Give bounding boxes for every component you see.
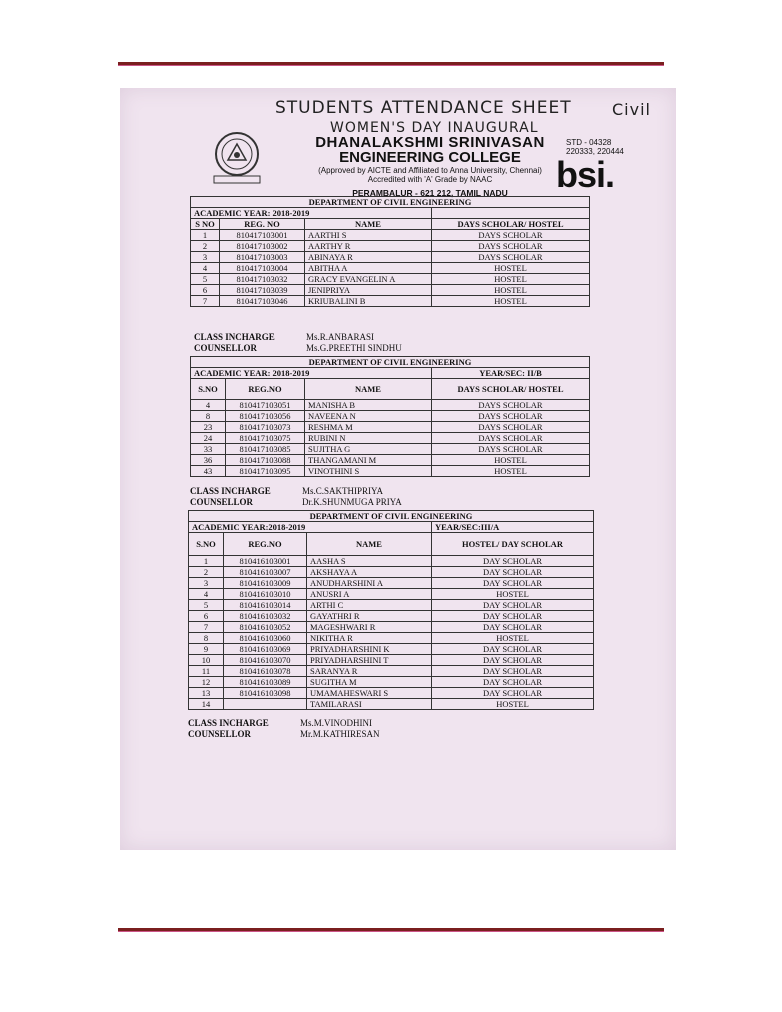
counsellor-name: Mr.M.KATHIRESAN [300,729,380,739]
cell-regno: 810417103095 [226,466,305,477]
cell-status: HOSTEL [432,296,590,307]
col-header: REG. NO [220,219,305,230]
attendance-table-3 [188,510,594,710]
counsellor-name: Dr.K.SHUNMUGA PRIYA [302,497,402,507]
table-row [189,688,594,699]
cell-name: VINOTHINI S [305,466,432,477]
col-header: S NO [191,219,220,230]
cell-regno: 810416103052 [224,622,307,633]
cell-name: ARTHI C [307,600,432,611]
cell-status: HOSTEL [432,699,594,710]
cell-status: HOSTEL [432,455,590,466]
attendance-table-1 [190,196,590,307]
cell-sno: 4 [191,263,220,274]
incharge-label: CLASS INCHARGE [194,332,275,342]
cell-regno: 810417103073 [226,422,305,433]
attendance-table-2 [190,356,590,477]
cell-sno: 36 [191,455,226,466]
cell-name: RUBINI N [305,433,432,444]
year-sec: YEAR/SEC: II/B [432,368,590,379]
college-accreditation: Accredited with 'A' Grade by NAAC [367,175,493,184]
table-row [191,455,590,466]
table-row [189,699,594,710]
table-row [191,411,590,422]
table-year-row [191,208,590,219]
cell-status: HOSTEL [432,263,590,274]
handwritten-subtitle: WOMEN'S DAY INAUGURAL [330,120,539,136]
cell-status: DAY SCHOLAR [432,567,594,578]
table-row [189,644,594,655]
cell-regno: 810416103001 [224,556,307,567]
cell-regno: 810417103051 [226,400,305,411]
table-row [189,622,594,633]
counsellor-label: COUNSELLOR [194,343,258,353]
table-row [191,285,590,296]
handwritten-title: STUDENTS ATTENDANCE SHEET [275,98,572,118]
table-row [189,589,594,600]
cell-regno: 810417103046 [220,296,305,307]
table-year-row [189,522,594,533]
cell-regno: 810416103070 [224,655,307,666]
std-line2: 220333, 220444 [566,147,624,156]
table-row [189,578,594,589]
cell-status: HOSTEL [432,274,590,285]
cell-name: ABITHA A [305,263,432,274]
cell-status: DAY SCHOLAR [432,655,594,666]
cell-sno: 3 [191,252,220,263]
cell-name: PRIYADHARSHINI T [307,655,432,666]
handwritten-civil: Civil [612,100,651,119]
cell-sno: 5 [189,600,224,611]
table-year-row [191,368,590,379]
std-line1: STD - 04328 [566,138,612,147]
college-header [280,134,580,198]
table-dept-row [191,357,590,368]
cell-regno: 810417103088 [226,455,305,466]
table-row [191,400,590,411]
department-title: DEPARTMENT OF CIVIL ENGINEERING [191,197,590,208]
cell-status: DAYS SCHOLAR [432,400,590,411]
cell-regno: 810416103014 [224,600,307,611]
col-header: REG.NO [224,533,307,556]
cell-name: ANUDHARSHINI A [307,578,432,589]
cell-status: DAY SCHOLAR [432,644,594,655]
cell-name: GAYATHRI R [307,611,432,622]
staff-block-1 [194,332,402,354]
college-name-line2: ENGINEERING COLLEGE [339,149,521,166]
cell-name: AARTHI S [305,230,432,241]
department-title: DEPARTMENT OF CIVIL ENGINEERING [191,357,590,368]
cell-regno [224,699,307,710]
cell-sno: 11 [189,666,224,677]
cell-name: GRACY EVANGELIN A [305,274,432,285]
cell-name: AARTHY R [305,241,432,252]
cell-status: DAY SCHOLAR [432,622,594,633]
col-header: NAME [305,219,432,230]
col-header: S.NO [191,379,226,400]
table-dept-row [189,511,594,522]
cell-name: TAMILARASI [307,699,432,710]
cell-status: HOSTEL [432,633,594,644]
cell-name: AKSHAYA A [307,567,432,578]
table-row [191,241,590,252]
cell-regno: 810417103003 [220,252,305,263]
cell-regno: 810417103085 [226,444,305,455]
incharge-name: Ms.R.ANBARASI [306,332,375,342]
cell-sno: 33 [191,444,226,455]
cell-sno: 2 [191,241,220,252]
cell-status: DAY SCHOLAR [432,600,594,611]
cell-status: DAYS SCHOLAR [432,230,590,241]
cell-name: THANGAMANI M [305,455,432,466]
cell-name: RESHMA M [305,422,432,433]
incharge-name: Ms.C.SAKTHIPRIYA [302,486,384,496]
cell-sno: 23 [191,422,226,433]
college-approval: (Approved by AICTE and Affiliated to Anna University, Chennai) [318,166,542,175]
table-row [191,433,590,444]
cell-regno: 810416103069 [224,644,307,655]
table-row [191,263,590,274]
cell-sno: 9 [189,644,224,655]
counsellor-name: Ms.G.PREETHI SINDHU [306,343,402,353]
cell-regno: 810416103089 [224,677,307,688]
academic-year: ACADEMIC YEAR:2018-2019 [189,522,432,533]
cell-sno: 14 [189,699,224,710]
cell-name: UMAMAHESWARI S [307,688,432,699]
cell-sno: 10 [189,655,224,666]
cell-name: SUJITHA G [305,444,432,455]
table-row [191,422,590,433]
table-row [189,666,594,677]
col-header: REG.NO [226,379,305,400]
cell-name: NIKITHA R [307,633,432,644]
table-row [189,611,594,622]
cell-name: MAGESHWARI R [307,622,432,633]
table-header-row [191,379,590,400]
cell-status: DAYS SCHOLAR [432,241,590,252]
bsi-logo: bsi. [556,154,615,195]
cell-status: DAYS SCHOLAR [432,252,590,263]
incharge-label: CLASS INCHARGE [190,486,271,496]
cell-sno: 8 [191,411,226,422]
cell-regno: 810416103032 [224,611,307,622]
cell-regno: 810417103056 [226,411,305,422]
cell-regno: 810417103004 [220,263,305,274]
cell-regno: 810417103001 [220,230,305,241]
table-header-row [191,219,590,230]
table-row [189,600,594,611]
cell-name: SARANYA R [307,666,432,677]
counsellor-label: COUNSELLOR [188,729,252,739]
cell-status: DAYS SCHOLAR [432,444,590,455]
cell-sno: 1 [191,230,220,241]
table-row [189,567,594,578]
cell-status: DAYS SCHOLAR [432,422,590,433]
table-row [191,296,590,307]
table-row [191,230,590,241]
cell-regno: 810416103078 [224,666,307,677]
college-place: PERAMBALUR - 621 212, TAMIL NADU [352,188,508,198]
cell-regno: 810417103032 [220,274,305,285]
cell-status: DAY SCHOLAR [432,611,594,622]
cell-sno: 43 [191,466,226,477]
table-header-row [189,533,594,556]
cell-sno: 24 [191,433,226,444]
staff-block-3 [188,718,380,740]
col-header: S.NO [189,533,224,556]
table-row [189,655,594,666]
cell-name: PRIYADHARSHINI K [307,644,432,655]
cell-name: MANISHA B [305,400,432,411]
table-row [189,556,594,567]
cell-sno: 7 [189,622,224,633]
cell-sno: 1 [189,556,224,567]
cell-sno: 3 [189,578,224,589]
academic-year: ACADEMIC YEAR: 2018-2019 [191,368,432,379]
cell-sno: 4 [189,589,224,600]
cell-sno: 2 [189,567,224,578]
cell-name: AASHA S [307,556,432,567]
college-name-line1: DHANALAKSHMI SRINIVASAN [315,134,545,151]
cell-regno: 810416103060 [224,633,307,644]
college-logo [200,130,274,186]
footer-rule [118,928,664,932]
cell-name: SUGITHA M [307,677,432,688]
cell-regno: 810416103010 [224,589,307,600]
cell-status: DAY SCHOLAR [432,666,594,677]
incharge-label: CLASS INCHARGE [188,718,269,728]
cell-name: JENIPRIYA [305,285,432,296]
cell-status: HOSTEL [432,466,590,477]
staff-block-2 [190,486,402,508]
cell-name: KRIUBALINI B [305,296,432,307]
cell-sno: 7 [191,296,220,307]
cell-sno: 6 [191,285,220,296]
department-title: DEPARTMENT OF CIVIL ENGINEERING [189,511,594,522]
header-rule [118,62,664,66]
col-header: NAME [305,379,432,400]
table-row [189,677,594,688]
cell-status: DAYS SCHOLAR [432,411,590,422]
col-header: DAYS SCHOLAR/ HOSTEL [432,379,590,400]
table-row [189,633,594,644]
cell-sno: 5 [191,274,220,285]
counsellor-label: COUNSELLOR [190,497,254,507]
table-row [191,444,590,455]
year-sec: YEAR/SEC:III/A [432,522,594,533]
cell-regno: 810416103098 [224,688,307,699]
cell-sno: 12 [189,677,224,688]
cell-regno: 810416103007 [224,567,307,578]
col-header: DAYS SCHOLAR/ HOSTEL [432,219,590,230]
table-row [191,252,590,263]
cell-regno: 810416103009 [224,578,307,589]
cell-name: NAVEENA N [305,411,432,422]
cell-regno: 810417103002 [220,241,305,252]
year-sec [432,208,590,219]
cell-status: DAY SCHOLAR [432,677,594,688]
incharge-name: Ms.M.VINODHINI [300,718,372,728]
cell-status: HOSTEL [432,589,594,600]
table-row [191,274,590,285]
cell-sno: 4 [191,400,226,411]
cell-status: DAYS SCHOLAR [432,433,590,444]
scanned-sheet [120,88,676,850]
col-header: HOSTEL/ DAY SCHOLAR [432,533,594,556]
table-dept-row [191,197,590,208]
cell-status: DAY SCHOLAR [432,556,594,567]
cell-name: ANUSRI A [307,589,432,600]
cell-sno: 8 [189,633,224,644]
cell-sno: 6 [189,611,224,622]
cell-status: DAY SCHOLAR [432,578,594,589]
cell-regno: 810417103075 [226,433,305,444]
cell-status: HOSTEL [432,285,590,296]
academic-year: ACADEMIC YEAR: 2018-2019 [191,208,432,219]
cell-sno: 13 [189,688,224,699]
col-header: NAME [307,533,432,556]
table-row [191,466,590,477]
cell-status: DAY SCHOLAR [432,688,594,699]
cell-regno: 810417103039 [220,285,305,296]
cell-name: ABINAYA R [305,252,432,263]
